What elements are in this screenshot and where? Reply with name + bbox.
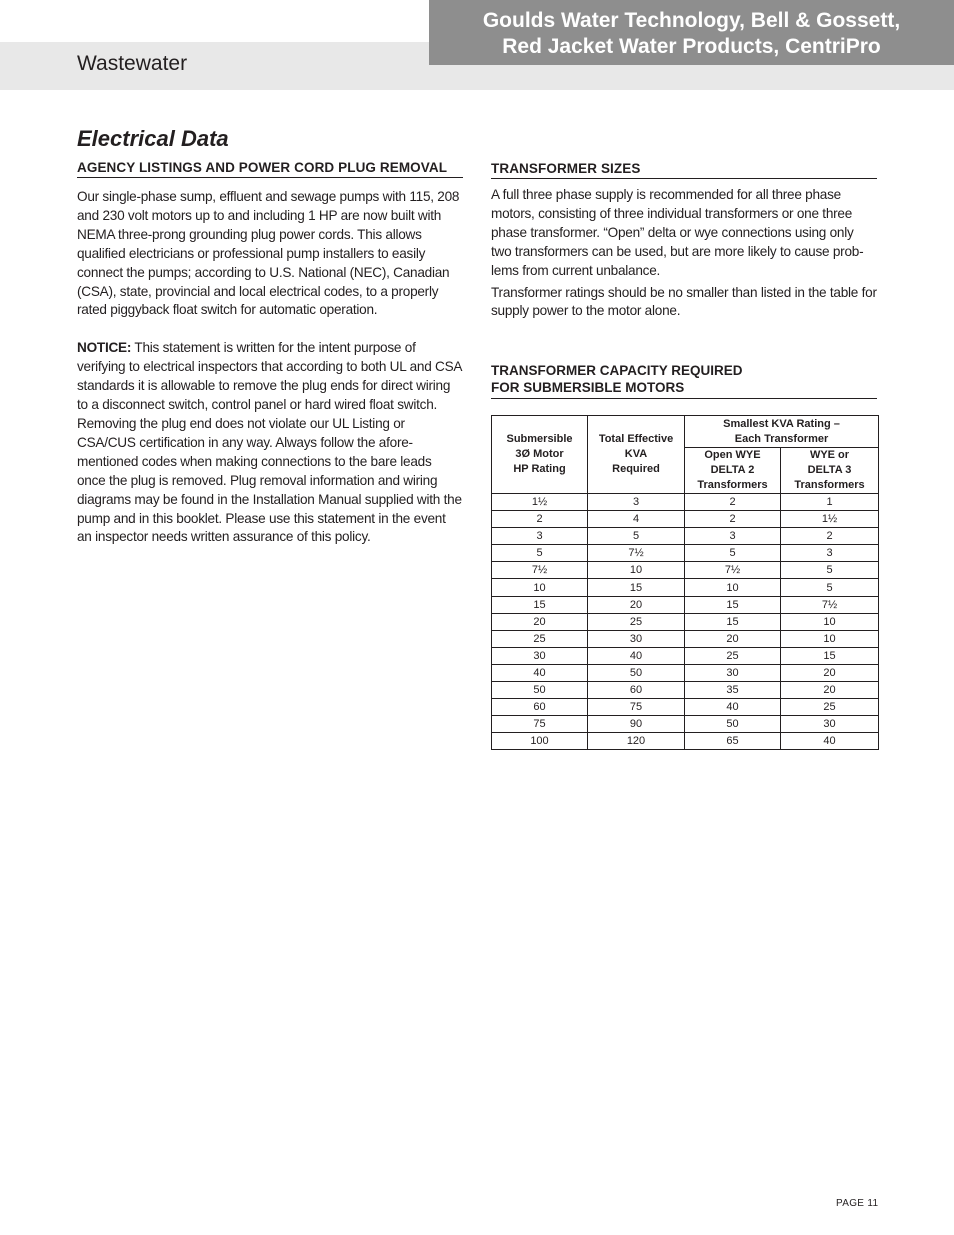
group-header-line: Smallest KVA Rating –	[723, 417, 840, 430]
table-cell: 7½	[781, 596, 879, 613]
table-cell: 30	[588, 630, 685, 647]
notice-label: NOTICE:	[77, 340, 132, 356]
capacity-heading-line-1: TRANSFORMER CAPACITY REQUIRED	[491, 363, 743, 378]
table-cell: 3	[781, 545, 879, 562]
brand-line-1: Goulds Water Technology, Bell & Gossett,	[482, 9, 901, 32]
table-cell: 5	[492, 545, 588, 562]
table-cell: 20	[781, 664, 879, 681]
table-cell: 15	[588, 579, 685, 596]
table-cell: 5	[781, 562, 879, 579]
table-cell: 1½	[781, 511, 879, 528]
table-cell: 15	[492, 596, 588, 613]
table-cell: 25	[781, 699, 879, 716]
table-row	[492, 664, 879, 681]
page-title: Electrical Data	[77, 126, 229, 151]
col-header-hp-line: HP Rating	[513, 463, 566, 475]
table-cell: 15	[685, 613, 781, 630]
table-row	[492, 494, 879, 511]
section-name: Wastewater	[77, 52, 188, 75]
table-cell: 20	[685, 630, 781, 647]
table-row	[492, 545, 879, 562]
table-row	[492, 579, 879, 596]
brand-banner	[429, 0, 954, 65]
table-cell: 30	[685, 664, 781, 681]
table-cell: 25	[685, 647, 781, 664]
table-row	[492, 630, 879, 647]
table-cell: 10	[588, 562, 685, 579]
table-cell: 7½	[588, 545, 685, 562]
transformer-heading: TRANSFORMER SIZES	[491, 161, 877, 179]
table-cell: 15	[685, 596, 781, 613]
table-cell: 50	[588, 664, 685, 681]
table-cell: 10	[781, 630, 879, 647]
table-cell: 60	[588, 682, 685, 699]
brand-line-2: Red Jacket Water Products, CentriPro	[502, 35, 881, 58]
capacity-heading	[491, 362, 877, 399]
table-cell: 50	[492, 682, 588, 699]
col-header-hp-line: Submersible	[506, 433, 573, 445]
table-cell: 25	[588, 613, 685, 630]
table-cell: 1	[781, 494, 879, 511]
table-cell: 7½	[492, 562, 588, 579]
table-cell: 60	[492, 699, 588, 716]
col-header-wye-delta3-line: WYE or	[809, 449, 850, 461]
agency-section	[77, 160, 463, 547]
table-cell: 7½	[685, 562, 781, 579]
col-header-kva-line: Total Effective	[598, 433, 674, 445]
table-row	[492, 596, 879, 613]
table-row	[492, 511, 879, 528]
table-row	[492, 647, 879, 664]
col-header-wye-delta3	[781, 448, 879, 494]
table-row	[492, 613, 879, 630]
table-cell: 75	[492, 716, 588, 733]
col-header-open-wye	[685, 448, 781, 494]
table-cell: 25	[492, 630, 588, 647]
notice-text: This statement is written for the intent purpose of verifying to electrical inspectors that according to both UL and CSA standards it is allowable to remove the plug ends for direct wiring to a disconnect switch, control panel or hard wired float switch. Removing the plug end does not violate our UL Listing or CSA/CUS certification in any way. Always follow the afore-mentioned codes when making connections to the bare leads once the plug is removed. Plug removal information and wiring diagrams may be found in the Installation Manual supplied with the pump and in this booklet. Please use this statement in the event an inspector needs written assurance of this policy.	[77, 340, 462, 545]
table-cell: 40	[781, 733, 879, 750]
table-cell: 5	[588, 528, 685, 545]
table-cell: 100	[492, 733, 588, 750]
table-row	[492, 682, 879, 699]
table-cell: 20	[492, 613, 588, 630]
col-header-open-wye-line: DELTA 2	[710, 464, 755, 476]
table-cell: 20	[588, 596, 685, 613]
table-cell: 90	[588, 716, 685, 733]
table-row	[492, 562, 879, 579]
table-cell: 40	[685, 699, 781, 716]
col-header-hp-line: 3Ø Motor	[515, 448, 564, 460]
table-row	[492, 528, 879, 545]
group-header-smallest-kva	[685, 416, 879, 448]
col-header-hp	[492, 416, 588, 494]
table-row	[492, 716, 879, 733]
table-cell: 2	[492, 511, 588, 528]
table-cell: 2	[685, 511, 781, 528]
table-cell: 3	[685, 528, 781, 545]
col-header-kva	[588, 416, 685, 494]
transformer-paragraph-2: Transformer ratings should be no smaller than listed in the table for supply power to the motor alone.	[491, 284, 877, 319]
col-header-kva-line: KVA	[624, 448, 648, 460]
table-cell: 40	[588, 647, 685, 664]
table-cell: 40	[492, 664, 588, 681]
table-cell: 5	[685, 545, 781, 562]
table-cell: 30	[781, 716, 879, 733]
table-cell: 75	[588, 699, 685, 716]
col-header-kva-line: Required	[612, 463, 660, 475]
kva-table	[491, 415, 879, 750]
table-cell: 4	[588, 511, 685, 528]
transformer-section	[491, 161, 877, 321]
col-header-wye-delta3-line: DELTA 3	[807, 464, 852, 476]
table-cell: 10	[781, 613, 879, 630]
table-cell: 35	[685, 682, 781, 699]
table-cell: 5	[781, 579, 879, 596]
table-row	[492, 699, 879, 716]
table-row	[492, 733, 879, 750]
agency-paragraph: Our single-phase sump, effluent and sewage pumps with 115, 208 and 230 volt motors up to and including 1 HP are now built with NEMA three-prong grounding plug power cords. This allows qualified electricians or professional pump installers to easily connect the pumps; according to U.S. National (NEC), Canadian (CSA), state, provincial and local electrical codes, to a properly rated piggyback float switch for automatic operation.	[77, 189, 460, 318]
notice-paragraph	[77, 339, 463, 547]
transformer-paragraph-1: A full three phase supply is recommended for all three phase motors, consisting of three individual transformers or one three phase transformer. “Open” delta or wye connections using only two transformers can be used, but are more likely to cause prob-lems from current unbalance.	[491, 187, 864, 278]
table-cell: 10	[492, 579, 588, 596]
page-number: PAGE 11	[836, 1198, 879, 1209]
agency-heading: AGENCY LISTINGS AND POWER CORD PLUG REMOVAL	[77, 160, 463, 178]
table-cell: 2	[685, 494, 781, 511]
table-cell: 15	[781, 647, 879, 664]
table-cell: 10	[685, 579, 781, 596]
table-cell: 1½	[492, 494, 588, 511]
col-header-open-wye-line: Transformers	[697, 479, 768, 491]
col-header-open-wye-line: Open WYE	[704, 449, 761, 461]
group-header-line: Each Transformer	[734, 432, 829, 445]
table-cell: 3	[588, 494, 685, 511]
table-cell: 3	[492, 528, 588, 545]
table-cell: 30	[492, 647, 588, 664]
table-cell: 120	[588, 733, 685, 750]
table-cell: 65	[685, 733, 781, 750]
col-header-wye-delta3-line: Transformers	[794, 479, 865, 491]
capacity-heading-line-2: FOR SUBMERSIBLE MOTORS	[491, 380, 685, 395]
table-cell: 2	[781, 528, 879, 545]
table-cell: 20	[781, 682, 879, 699]
table-cell: 50	[685, 716, 781, 733]
